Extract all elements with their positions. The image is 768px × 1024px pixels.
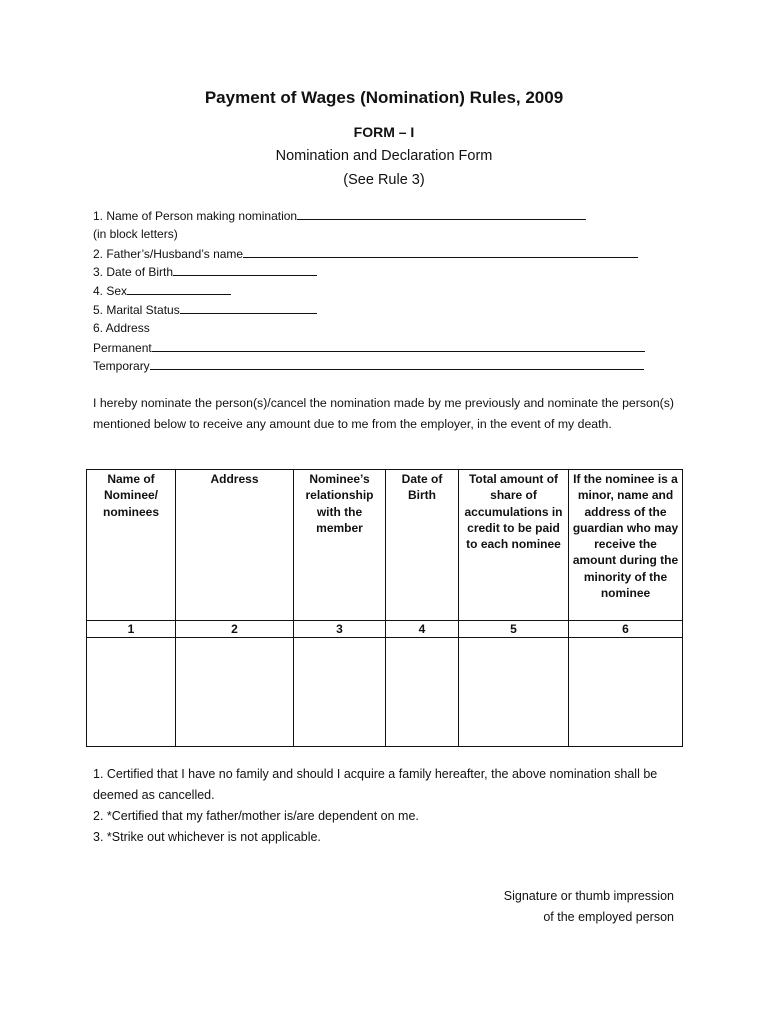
note-item: 3. *Strike out whichever is not applicable.: [93, 830, 321, 844]
field-permanent-label: Permanent: [93, 340, 152, 355]
header-relationship: Nominee’s relationship with the member: [294, 470, 386, 621]
field-sex-label: 4. Sex: [93, 284, 128, 299]
declaration-text: I hereby nominate the person(s)/cancel the nomination made by me previously and nominate the person(s) mentioned below to receive any amount due to me from the employer, in the event of my death.: [93, 396, 675, 431]
personal-details: [93, 206, 693, 375]
entry-guardian[interactable]: [569, 638, 683, 747]
column-number: 6: [569, 621, 683, 638]
field-marital: [93, 300, 693, 319]
header-nominee-name: Name of Nominee/ nominees: [87, 470, 176, 621]
field-dob-line[interactable]: [173, 262, 317, 276]
field-father-label: 2. Father’s/Husband’s name: [93, 246, 244, 261]
field-dob-label: 3. Date of Birth: [93, 265, 174, 280]
header-guardian: If the nominee is a minor, name and address of the guardian who may receive the amount during the minority of the nominee: [569, 470, 683, 621]
column-number: 1: [87, 621, 176, 638]
field-sex-line[interactable]: [127, 281, 231, 295]
certification-notes: [93, 764, 693, 848]
signature-block: [504, 886, 674, 928]
field-dob: [93, 262, 693, 281]
field-temporary-line[interactable]: [150, 356, 644, 370]
entry-relationship[interactable]: [294, 638, 386, 747]
field-marital-line[interactable]: [180, 300, 317, 314]
field-name-label: 1. Name of Person making nomination: [93, 209, 298, 223]
entry-nominee-name[interactable]: [87, 638, 176, 747]
header-date-of-birth: Date of Birth: [386, 470, 459, 621]
column-number: 3: [294, 621, 386, 638]
signature-line-1: Signature or thumb impression: [503, 889, 674, 903]
nominee-table: [86, 469, 683, 747]
column-number: 4: [386, 621, 459, 638]
field-father: [93, 244, 693, 263]
header-address: Address: [176, 470, 294, 621]
field-permanent: [93, 338, 693, 357]
form-number: FORM – I: [353, 124, 415, 140]
header-share-amount: Total amount of share of accumulations in credit to be paid to each nominee: [459, 470, 569, 621]
field-address: [93, 319, 693, 338]
field-name-line[interactable]: [297, 206, 586, 220]
entry-address[interactable]: [176, 638, 294, 747]
field-temporary: [93, 356, 693, 375]
field-temporary-label: Temporary: [93, 359, 150, 374]
note-item: 2. *Certified that my father/mother is/are dependent on me.: [93, 809, 419, 823]
field-permanent-line[interactable]: [152, 338, 645, 352]
field-father-line[interactable]: [243, 244, 638, 258]
column-number: 5: [459, 621, 569, 638]
table-number-row: [87, 621, 683, 638]
block-letters-note: (in block letters): [93, 226, 178, 241]
entry-share-amount[interactable]: [459, 638, 569, 747]
rule-reference: (See Rule 3): [343, 172, 425, 188]
field-marital-label: 5. Marital Status: [93, 302, 180, 317]
field-address-label: 6. Address: [93, 320, 150, 335]
field-name: [93, 206, 693, 225]
signature-line-2: of the employed person: [543, 910, 674, 924]
document-title: Payment of Wages (Nomination) Rules, 2009: [204, 88, 564, 107]
field-block-letters: [93, 225, 693, 244]
entry-date-of-birth[interactable]: [386, 638, 459, 747]
column-number: 2: [176, 621, 294, 638]
table-header-row: [87, 470, 683, 621]
table-entry-row: [87, 638, 683, 747]
field-sex: [93, 281, 693, 300]
note-item: 1. Certified that I have no family and should I acquire a family hereafter, the above nomination shall be deemed as cancelled.: [93, 767, 658, 802]
form-subtitle: Nomination and Declaration Form: [275, 148, 493, 164]
